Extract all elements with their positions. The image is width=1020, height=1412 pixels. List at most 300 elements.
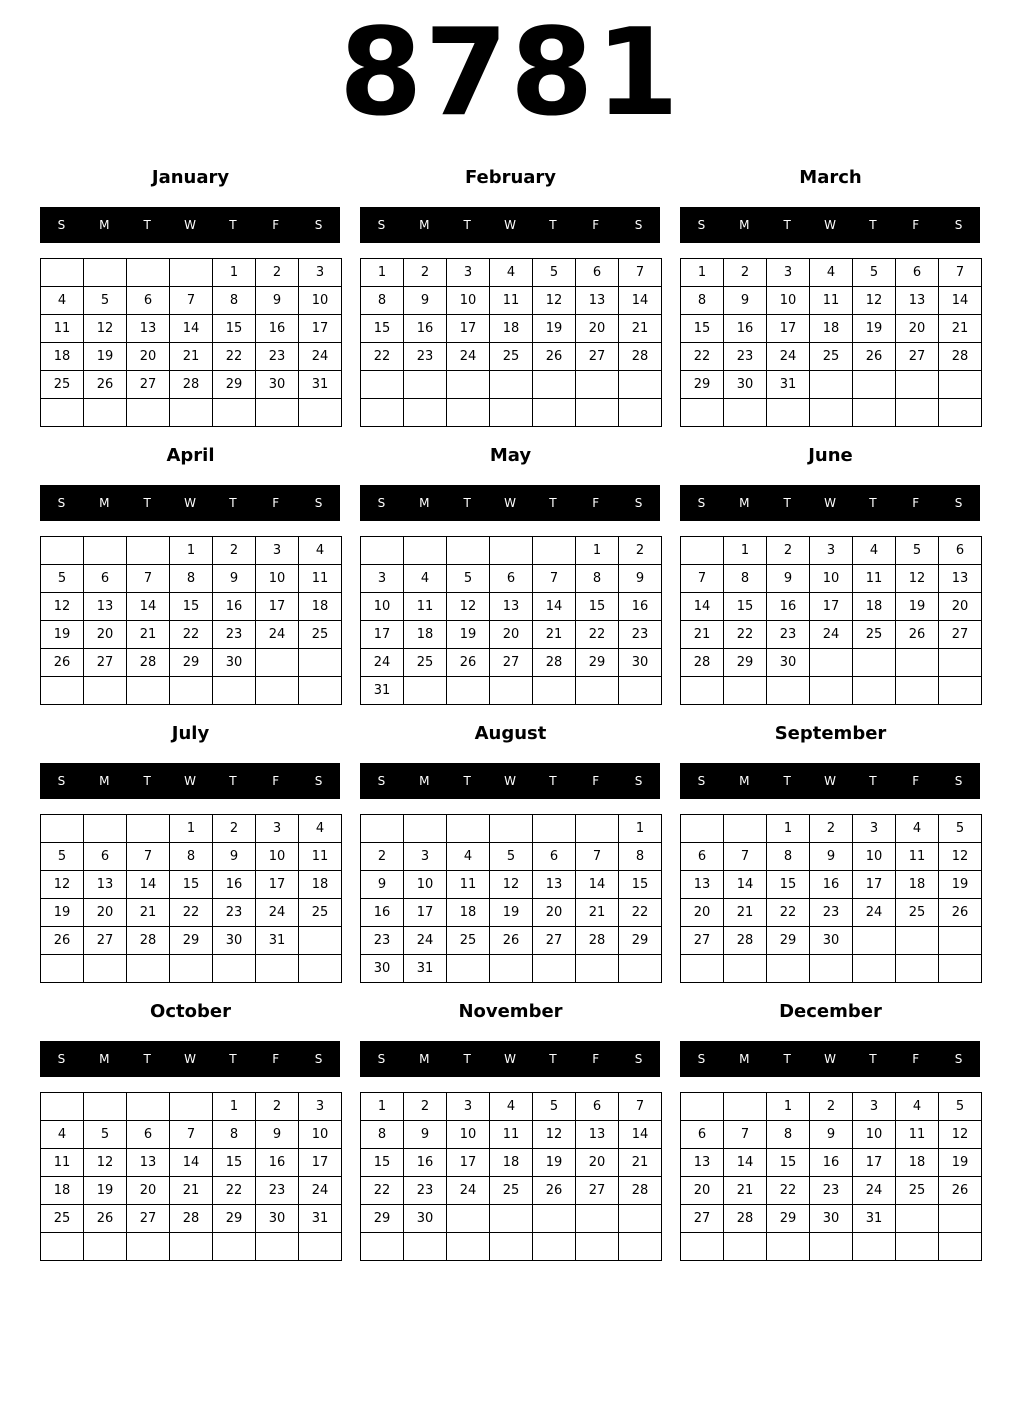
empty-cell	[213, 677, 256, 705]
day-cell: 9	[404, 287, 447, 315]
day-cell: 24	[361, 649, 404, 677]
weekday-label: T	[783, 1052, 791, 1066]
day-cell: 7	[576, 843, 619, 871]
day-cell: 18	[490, 1149, 533, 1177]
weekday-label: F	[912, 1052, 920, 1066]
day-cell: 7	[939, 259, 982, 287]
day-cell: 24	[447, 1177, 490, 1205]
empty-cell	[84, 815, 127, 843]
day-cell: 15	[767, 871, 810, 899]
day-cell: 4	[41, 1121, 84, 1149]
weekday-label: T	[229, 496, 237, 510]
empty-cell	[896, 649, 939, 677]
day-cell: 24	[299, 1177, 342, 1205]
day-cell: 17	[447, 315, 490, 343]
day-cell: 7	[619, 1093, 662, 1121]
day-cell: 11	[490, 287, 533, 315]
day-cell: 13	[84, 593, 127, 621]
day-cell: 13	[681, 1149, 724, 1177]
day-cell: 4	[404, 565, 447, 593]
day-cell: 1	[170, 537, 213, 565]
day-cell: 20	[576, 1149, 619, 1177]
weekday-label: F	[592, 218, 600, 232]
empty-cell	[404, 399, 447, 427]
empty-cell	[533, 1233, 576, 1261]
empty-cell	[810, 649, 853, 677]
empty-cell	[576, 955, 619, 983]
weekday-label: M	[419, 774, 430, 788]
weekday-label: T	[869, 496, 877, 510]
day-cell: 16	[404, 1149, 447, 1177]
weekday-label: M	[419, 218, 430, 232]
day-cell: 21	[619, 315, 662, 343]
day-cell: 19	[84, 343, 127, 371]
day-cell: 3	[853, 1093, 896, 1121]
weekday-label: S	[634, 218, 643, 232]
day-cell: 20	[939, 593, 982, 621]
day-cell: 22	[170, 899, 213, 927]
day-cell: 10	[256, 843, 299, 871]
weekday-label: S	[314, 496, 323, 510]
empty-cell	[84, 259, 127, 287]
day-cell: 29	[767, 1205, 810, 1233]
day-cell: 2	[810, 1093, 853, 1121]
day-cell: 23	[256, 1177, 299, 1205]
day-cell: 27	[939, 621, 982, 649]
day-cell: 26	[533, 343, 576, 371]
day-cell: 17	[361, 621, 404, 649]
weekday-label: W	[824, 1052, 836, 1066]
empty-cell	[361, 371, 404, 399]
weekday-label: T	[783, 218, 791, 232]
day-cell: 4	[810, 259, 853, 287]
day-cell: 13	[681, 871, 724, 899]
empty-cell	[41, 1233, 84, 1261]
empty-cell	[533, 399, 576, 427]
day-cell: 5	[41, 843, 84, 871]
empty-cell	[767, 399, 810, 427]
day-cell: 12	[84, 1149, 127, 1177]
day-cell: 28	[127, 927, 170, 955]
day-cell: 3	[256, 537, 299, 565]
empty-cell	[576, 815, 619, 843]
day-cell: 20	[127, 1177, 170, 1205]
day-cell: 8	[213, 1121, 256, 1149]
day-cell: 31	[767, 371, 810, 399]
day-cell: 16	[213, 871, 256, 899]
weekday-label: M	[99, 774, 110, 788]
day-cell: 12	[84, 315, 127, 343]
day-grid	[680, 258, 982, 427]
day-cell: 3	[361, 565, 404, 593]
day-cell: 11	[41, 315, 84, 343]
day-cell: 18	[41, 343, 84, 371]
empty-cell	[404, 371, 447, 399]
day-cell: 11	[810, 287, 853, 315]
empty-cell	[170, 259, 213, 287]
day-cell: 16	[767, 593, 810, 621]
day-cell: 25	[404, 649, 447, 677]
weekday-label: S	[634, 1052, 643, 1066]
weekday-label: S	[57, 1052, 66, 1066]
month-name: June	[808, 445, 853, 466]
day-cell: 21	[724, 1177, 767, 1205]
month-name: December	[779, 1001, 882, 1022]
day-cell: 4	[896, 1093, 939, 1121]
day-cell: 11	[299, 843, 342, 871]
weekday-label: T	[143, 1052, 151, 1066]
day-cell: 11	[490, 1121, 533, 1149]
empty-cell	[810, 1233, 853, 1261]
day-cell: 1	[724, 537, 767, 565]
empty-cell	[810, 677, 853, 705]
weekday-label: T	[549, 496, 557, 510]
day-cell: 28	[127, 649, 170, 677]
empty-cell	[939, 927, 982, 955]
weekday-header	[360, 207, 660, 243]
empty-cell	[533, 955, 576, 983]
day-cell: 6	[127, 287, 170, 315]
empty-cell	[256, 1233, 299, 1261]
day-cell: 25	[490, 1177, 533, 1205]
empty-cell	[619, 677, 662, 705]
empty-cell	[84, 677, 127, 705]
day-cell: 4	[41, 287, 84, 315]
day-cell: 22	[361, 343, 404, 371]
day-cell: 19	[853, 315, 896, 343]
day-cell: 19	[41, 899, 84, 927]
day-cell: 15	[681, 315, 724, 343]
day-cell: 5	[41, 565, 84, 593]
day-cell: 29	[576, 649, 619, 677]
day-cell: 10	[256, 565, 299, 593]
day-cell: 26	[896, 621, 939, 649]
day-cell: 16	[404, 315, 447, 343]
day-cell: 6	[576, 1093, 619, 1121]
day-cell: 9	[404, 1121, 447, 1149]
weekday-label: F	[272, 774, 280, 788]
empty-cell	[127, 677, 170, 705]
day-cell: 5	[939, 815, 982, 843]
day-cell: 5	[490, 843, 533, 871]
day-cell: 19	[533, 1149, 576, 1177]
day-cell: 18	[853, 593, 896, 621]
weekday-label: S	[57, 218, 66, 232]
day-cell: 13	[490, 593, 533, 621]
day-cell: 3	[404, 843, 447, 871]
day-cell: 18	[404, 621, 447, 649]
empty-cell	[127, 1093, 170, 1121]
day-cell: 30	[256, 371, 299, 399]
day-cell: 4	[490, 1093, 533, 1121]
day-cell: 24	[299, 343, 342, 371]
day-cell: 1	[361, 259, 404, 287]
weekday-label: F	[912, 218, 920, 232]
day-cell: 4	[299, 815, 342, 843]
day-cell: 10	[404, 871, 447, 899]
weekday-label: F	[592, 1052, 600, 1066]
day-cell: 9	[213, 565, 256, 593]
day-cell: 28	[619, 343, 662, 371]
empty-cell	[447, 1205, 490, 1233]
day-cell: 10	[447, 287, 490, 315]
day-grid	[360, 258, 662, 427]
day-cell: 17	[447, 1149, 490, 1177]
day-cell: 27	[490, 649, 533, 677]
day-grid	[360, 814, 662, 983]
day-cell: 11	[853, 565, 896, 593]
day-cell: 4	[299, 537, 342, 565]
day-cell: 6	[490, 565, 533, 593]
day-cell: 19	[533, 315, 576, 343]
day-cell: 8	[170, 843, 213, 871]
empty-cell	[576, 371, 619, 399]
day-cell: 23	[767, 621, 810, 649]
day-cell: 7	[127, 843, 170, 871]
weekday-label: S	[954, 496, 963, 510]
day-cell: 11	[404, 593, 447, 621]
day-cell: 15	[170, 871, 213, 899]
day-cell: 19	[447, 621, 490, 649]
day-cell: 4	[447, 843, 490, 871]
empty-cell	[447, 815, 490, 843]
empty-cell	[767, 677, 810, 705]
day-cell: 3	[256, 815, 299, 843]
empty-cell	[490, 677, 533, 705]
day-cell: 21	[619, 1149, 662, 1177]
day-cell: 20	[681, 1177, 724, 1205]
day-cell: 8	[213, 287, 256, 315]
day-cell: 14	[724, 1149, 767, 1177]
day-cell: 14	[724, 871, 767, 899]
empty-cell	[361, 537, 404, 565]
weekday-label: T	[143, 496, 151, 510]
empty-cell	[447, 537, 490, 565]
empty-cell	[490, 815, 533, 843]
day-cell: 9	[619, 565, 662, 593]
day-cell: 30	[724, 371, 767, 399]
day-cell: 26	[533, 1177, 576, 1205]
empty-cell	[681, 537, 724, 565]
day-cell: 12	[533, 287, 576, 315]
day-cell: 20	[84, 621, 127, 649]
day-cell: 19	[84, 1177, 127, 1205]
month-name: January	[151, 167, 230, 188]
empty-cell	[127, 1233, 170, 1261]
empty-cell	[533, 815, 576, 843]
empty-cell	[853, 1233, 896, 1261]
day-cell: 26	[41, 649, 84, 677]
empty-cell	[619, 1205, 662, 1233]
day-cell: 5	[84, 1121, 127, 1149]
empty-cell	[213, 399, 256, 427]
empty-cell	[127, 955, 170, 983]
day-cell: 8	[361, 1121, 404, 1149]
empty-cell	[490, 955, 533, 983]
day-cell: 10	[853, 1121, 896, 1149]
weekday-label: T	[869, 774, 877, 788]
empty-cell	[939, 1233, 982, 1261]
weekday-label: W	[504, 774, 516, 788]
weekday-label: W	[184, 774, 196, 788]
day-cell: 9	[256, 1121, 299, 1149]
day-cell: 1	[576, 537, 619, 565]
day-cell: 10	[299, 287, 342, 315]
day-cell: 5	[447, 565, 490, 593]
empty-cell	[299, 649, 342, 677]
day-cell: 29	[213, 371, 256, 399]
day-cell: 8	[767, 1121, 810, 1149]
day-cell: 28	[533, 649, 576, 677]
day-cell: 30	[213, 649, 256, 677]
day-cell: 12	[939, 843, 982, 871]
day-cell: 6	[84, 565, 127, 593]
day-cell: 17	[810, 593, 853, 621]
day-cell: 16	[619, 593, 662, 621]
day-cell: 3	[447, 259, 490, 287]
weekday-label: W	[184, 496, 196, 510]
weekday-header	[360, 485, 660, 521]
day-cell: 25	[896, 899, 939, 927]
day-cell: 28	[576, 927, 619, 955]
day-cell: 27	[681, 1205, 724, 1233]
day-cell: 8	[361, 287, 404, 315]
empty-cell	[447, 955, 490, 983]
day-cell: 31	[299, 1205, 342, 1233]
empty-cell	[127, 399, 170, 427]
day-cell: 6	[576, 259, 619, 287]
day-cell: 20	[490, 621, 533, 649]
day-cell: 15	[724, 593, 767, 621]
day-cell: 3	[447, 1093, 490, 1121]
day-cell: 26	[41, 927, 84, 955]
day-cell: 21	[127, 621, 170, 649]
day-cell: 3	[810, 537, 853, 565]
month-name: March	[799, 167, 862, 188]
day-grid	[360, 536, 662, 705]
weekday-label: S	[954, 774, 963, 788]
weekday-label: T	[549, 774, 557, 788]
day-cell: 7	[127, 565, 170, 593]
day-cell: 23	[404, 1177, 447, 1205]
day-cell: 1	[767, 815, 810, 843]
empty-cell	[619, 955, 662, 983]
weekday-label: W	[824, 496, 836, 510]
empty-cell	[41, 537, 84, 565]
day-cell: 14	[170, 1149, 213, 1177]
day-cell: 29	[170, 649, 213, 677]
day-cell: 20	[896, 315, 939, 343]
day-cell: 26	[447, 649, 490, 677]
day-cell: 16	[810, 1149, 853, 1177]
day-cell: 15	[213, 315, 256, 343]
day-cell: 19	[896, 593, 939, 621]
weekday-label: W	[504, 496, 516, 510]
day-cell: 23	[404, 343, 447, 371]
day-cell: 1	[213, 1093, 256, 1121]
empty-cell	[490, 537, 533, 565]
day-cell: 1	[361, 1093, 404, 1121]
day-cell: 6	[681, 843, 724, 871]
day-cell: 1	[213, 259, 256, 287]
day-cell: 14	[576, 871, 619, 899]
empty-cell	[533, 537, 576, 565]
day-cell: 19	[41, 621, 84, 649]
weekday-label: F	[912, 774, 920, 788]
day-cell: 5	[853, 259, 896, 287]
day-cell: 10	[299, 1121, 342, 1149]
day-cell: 4	[896, 815, 939, 843]
day-cell: 13	[533, 871, 576, 899]
day-cell: 9	[767, 565, 810, 593]
day-cell: 9	[256, 287, 299, 315]
day-cell: 30	[361, 955, 404, 983]
day-cell: 2	[213, 815, 256, 843]
weekday-label: S	[954, 218, 963, 232]
weekday-label: T	[869, 218, 877, 232]
day-grid	[40, 814, 342, 983]
day-cell: 8	[681, 287, 724, 315]
day-cell: 17	[299, 1149, 342, 1177]
weekday-label: T	[783, 496, 791, 510]
day-cell: 29	[767, 927, 810, 955]
weekday-label: W	[504, 218, 516, 232]
empty-cell	[490, 371, 533, 399]
day-cell: 27	[84, 649, 127, 677]
month-name: November	[458, 1001, 563, 1022]
day-cell: 25	[853, 621, 896, 649]
day-cell: 2	[619, 537, 662, 565]
day-cell: 31	[404, 955, 447, 983]
empty-cell	[767, 955, 810, 983]
day-cell: 13	[127, 1149, 170, 1177]
day-cell: 1	[681, 259, 724, 287]
empty-cell	[896, 677, 939, 705]
day-cell: 24	[256, 621, 299, 649]
weekday-label: T	[463, 1052, 471, 1066]
day-cell: 24	[256, 899, 299, 927]
weekday-label: T	[229, 1052, 237, 1066]
day-cell: 29	[170, 927, 213, 955]
empty-cell	[576, 1205, 619, 1233]
weekday-label: S	[634, 774, 643, 788]
day-cell: 17	[767, 315, 810, 343]
empty-cell	[127, 537, 170, 565]
day-cell: 14	[170, 315, 213, 343]
empty-cell	[447, 677, 490, 705]
day-cell: 23	[619, 621, 662, 649]
weekday-header	[40, 1041, 340, 1077]
day-cell: 9	[213, 843, 256, 871]
empty-cell	[853, 677, 896, 705]
day-cell: 7	[170, 1121, 213, 1149]
empty-cell	[361, 815, 404, 843]
day-cell: 13	[939, 565, 982, 593]
day-cell: 31	[853, 1205, 896, 1233]
empty-cell	[939, 677, 982, 705]
empty-cell	[170, 677, 213, 705]
day-cell: 12	[853, 287, 896, 315]
day-cell: 7	[724, 1121, 767, 1149]
day-cell: 15	[170, 593, 213, 621]
day-cell: 25	[810, 343, 853, 371]
day-cell: 2	[404, 259, 447, 287]
empty-cell	[810, 955, 853, 983]
weekday-label: S	[314, 218, 323, 232]
day-cell: 15	[767, 1149, 810, 1177]
day-cell: 23	[810, 1177, 853, 1205]
empty-cell	[853, 649, 896, 677]
